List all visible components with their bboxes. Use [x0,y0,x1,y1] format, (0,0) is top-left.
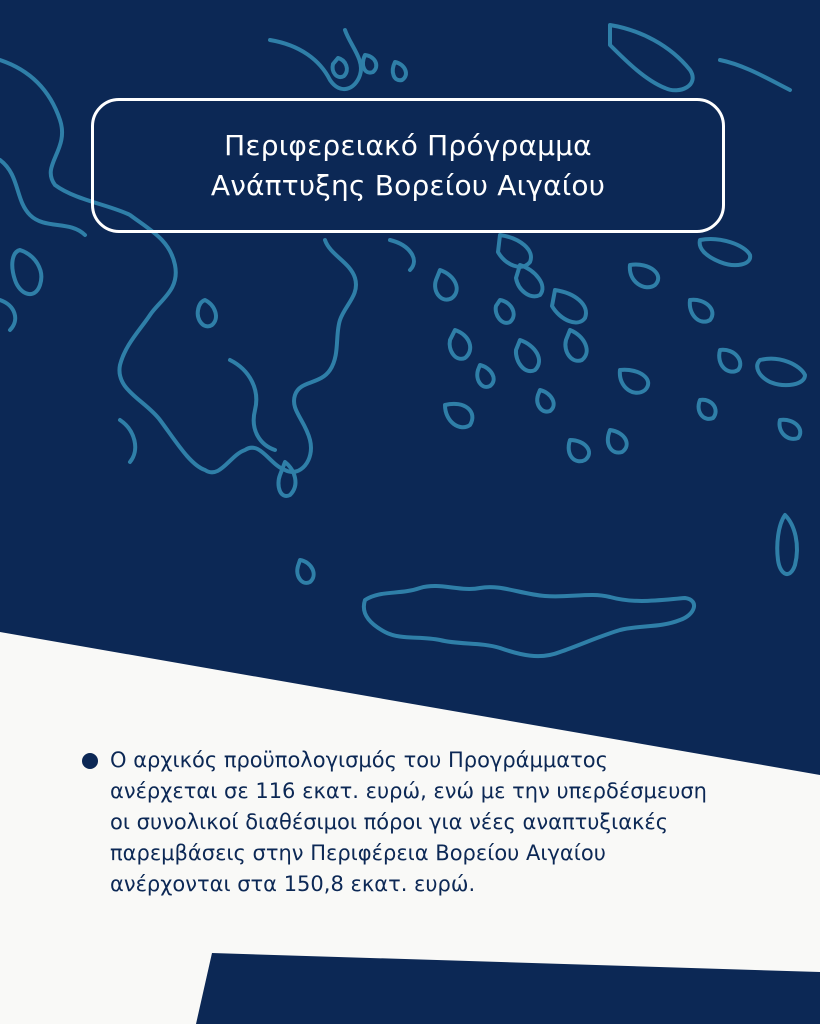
page-title [211,126,605,206]
bullet-line-4: παρεμβάσεις στην Περιφέρεια Βορείου Αιγαίου [110,841,606,865]
budget-bullet [82,745,762,900]
bullet-dot-icon [82,753,98,769]
bullet-line-1: Ο αρχικός προϋπολογισμός του Προγράμματος [110,748,608,772]
title-frame [91,98,725,233]
bullet-line-3: οι συνολικοί διαθέσιμοι πόροι για νέες αναπτυξιακές [110,810,669,834]
bullet-text [110,745,762,900]
title-line-1: Περιφερειακό Πρόγραμμα [224,128,592,162]
title-line-2: Ανάπτυξης Βορείου Αιγαίου [210,168,606,202]
bullet-line-5: ανέρχονται στα 150,8 εκατ. ευρώ. [110,872,476,896]
bullet-line-2: ανέρχεται σε 116 εκατ. ευρώ, ενώ με την υπερδέσμευση [110,779,707,803]
